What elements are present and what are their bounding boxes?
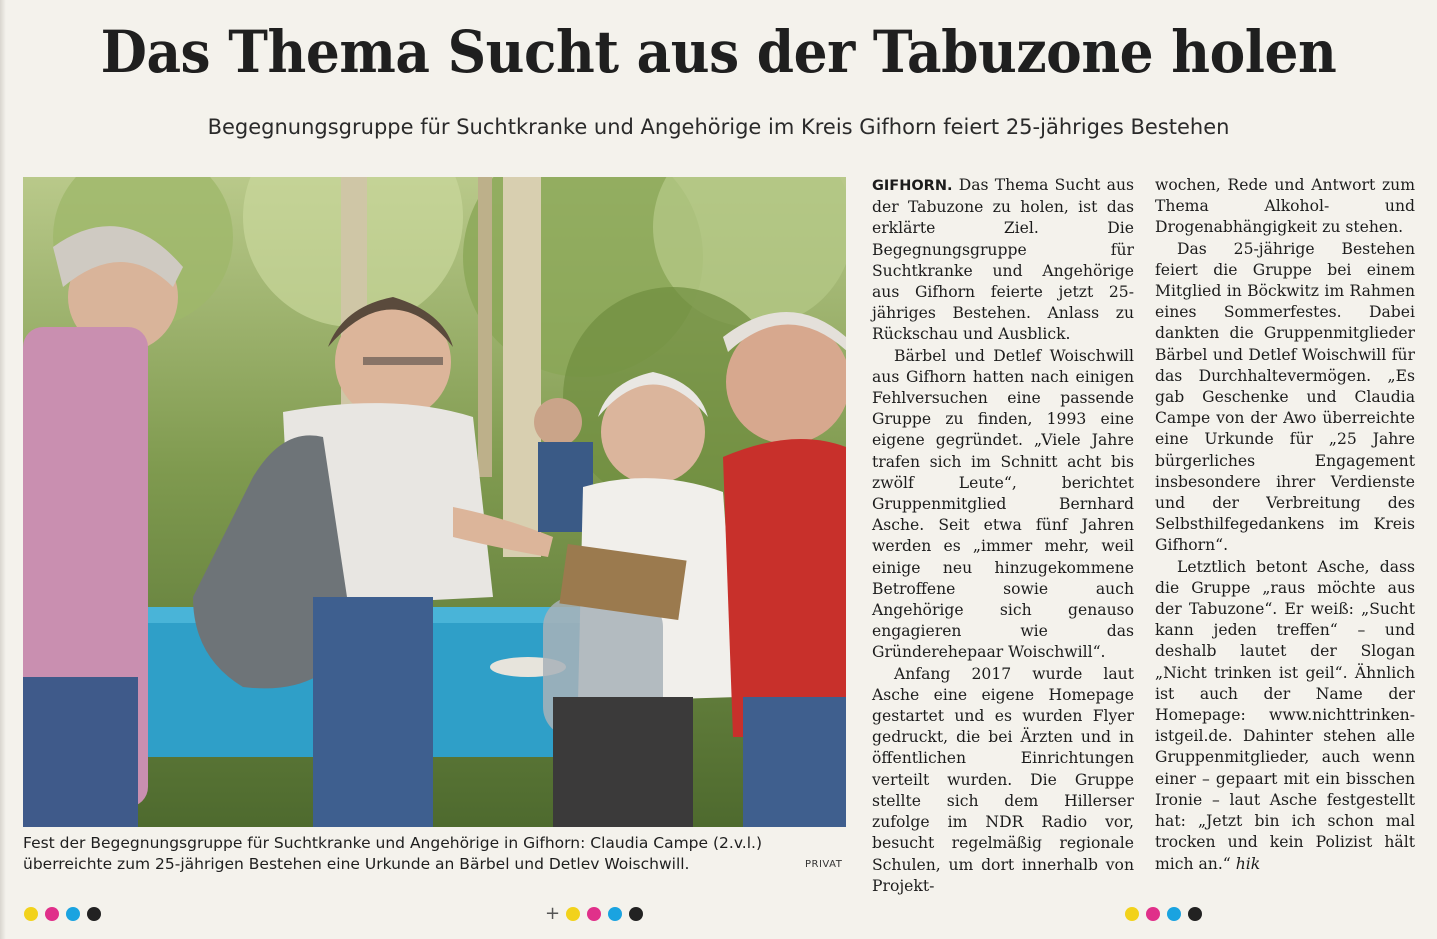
registration-marks-center bbox=[545, 903, 650, 924]
registration-dot-cyan bbox=[1167, 907, 1181, 921]
registration-marks-left bbox=[24, 903, 108, 921]
article-column-2 bbox=[1155, 175, 1415, 875]
article-photo bbox=[23, 177, 846, 827]
paragraph-5: Das 25-jährige Bestehen feiert die Gruppe bei einem Mitglied in Böckwitz im Rahmen eines Sommerfestes. Dabei dankten die Gruppenmitglieder Bärbel und Detlef Woischwill für das Durchhaltevermögen. „Es gab Geschenke und Claudia Campe von der Awo überreichte eine Urkunde für „25 Jahre bürgerliches Engagement insbesondere ihrer Verdienste und der Verbreitung des Selbsthilfegedankens im Kreis Gifhorn“. bbox=[1155, 239, 1415, 555]
author-signature: hik bbox=[1235, 854, 1261, 873]
registration-marks-right bbox=[1125, 903, 1209, 921]
registration-dot-yellow bbox=[1125, 907, 1139, 921]
article-column-1 bbox=[872, 175, 1134, 897]
registration-dot-yellow bbox=[566, 907, 580, 921]
paragraph-1 bbox=[872, 175, 1134, 346]
registration-dot-magenta bbox=[45, 907, 59, 921]
registration-dot-cyan bbox=[66, 907, 80, 921]
registration-dot-yellow bbox=[24, 907, 38, 921]
registration-dot-cyan bbox=[608, 907, 622, 921]
paragraph-2: Bärbel und Detlef Woischwill aus Gifhorn hatten nach einigen Fehlversuchen eine passende Gruppe zu finden, 1993 eine eigene gegründet. „Viele Jahre trafen sich im Schnitt acht bis zwölf Leute“, berichtet Gruppenmitglied Bernhard Asche. Seit etwa fünf Jahren werden es „immer mehr, weil einige neu hinzugekommene Betroffene sowie auch Angehörige sich genauso engagieren wie das Gründerehepaar Woischwill“. bbox=[872, 346, 1134, 662]
registration-dot-magenta bbox=[1146, 907, 1160, 921]
paragraph-3: Anfang 2017 wurde laut Asche eine eigene Homepage gestartet und es wurden Flyer gedruckt, die bei Ärzten und in öffentlichen Einrichtungen verteilt wurden. Die Gruppe stellte sich dem Hillerser zufolge im NDR Radio vor, besucht regelmäßig regionale Schulen, um dort innerhalb von Projekt- bbox=[872, 664, 1134, 895]
registration-cross-icon: + bbox=[545, 903, 561, 924]
dateline: GIFHORN. bbox=[872, 178, 953, 194]
registration-dot-black bbox=[87, 907, 101, 921]
registration-dot-magenta bbox=[587, 907, 601, 921]
photo-credit: PRIVAT bbox=[805, 859, 843, 870]
paragraph-6-text: Letztlich betont Asche, dass die Gruppe „raus möchte aus der Tabuzone“. Er weiß: „Sucht kann jeden treffen“ – und deshalb lautet der Slogan „Nicht trinken ist geil“. Ähnlich ist auch der Name der Homepage: www.nichttrinken-istgeil.de. Dahinter stehen alle Gruppenmitglieder, auch wenn einer – gepaart mit ein bisschen Ironie – laut Asche festgestellt hat: „Jetzt bin ich schon mal trocken und kein Polizist hält mich an.“ bbox=[1155, 557, 1415, 873]
registration-dot-black bbox=[629, 907, 643, 921]
registration-dot-black bbox=[1188, 907, 1202, 921]
headline: Das Thema Sucht aus der Tabuzone holen bbox=[100, 18, 1337, 86]
subheadline: Begegnungsgruppe für Suchtkranke und Angehörige im Kreis Gifhorn feiert 25-jähriges Bestehen bbox=[207, 115, 1230, 139]
photo-caption: Fest der Begegnungsgruppe für Suchtkranke und Angehörige in Gifhorn: Claudia Campe (2.v.l.) überreichte zum 25-jährigen Bestehen eine Urkunde an Bärbel und Detlev Woischwill. bbox=[23, 834, 762, 873]
paragraph-1-text: Das Thema Sucht aus der Tabuzone zu holen, ist das erklärte Ziel. Die Begegnungsgruppe für Suchtkranke und Angehörige aus Gifhorn feierte jetzt 25-jähriges Bestehen. Anlass zu Rückschau und Ausblick. bbox=[872, 176, 1134, 344]
page-edge bbox=[0, 0, 6, 939]
photo-illustration bbox=[23, 177, 846, 827]
paragraph-4: wochen, Rede und Antwort zum Thema Alkohol- und Drogenabhängigkeit zu stehen. bbox=[1155, 176, 1415, 237]
paragraph-6 bbox=[1155, 557, 1415, 875]
